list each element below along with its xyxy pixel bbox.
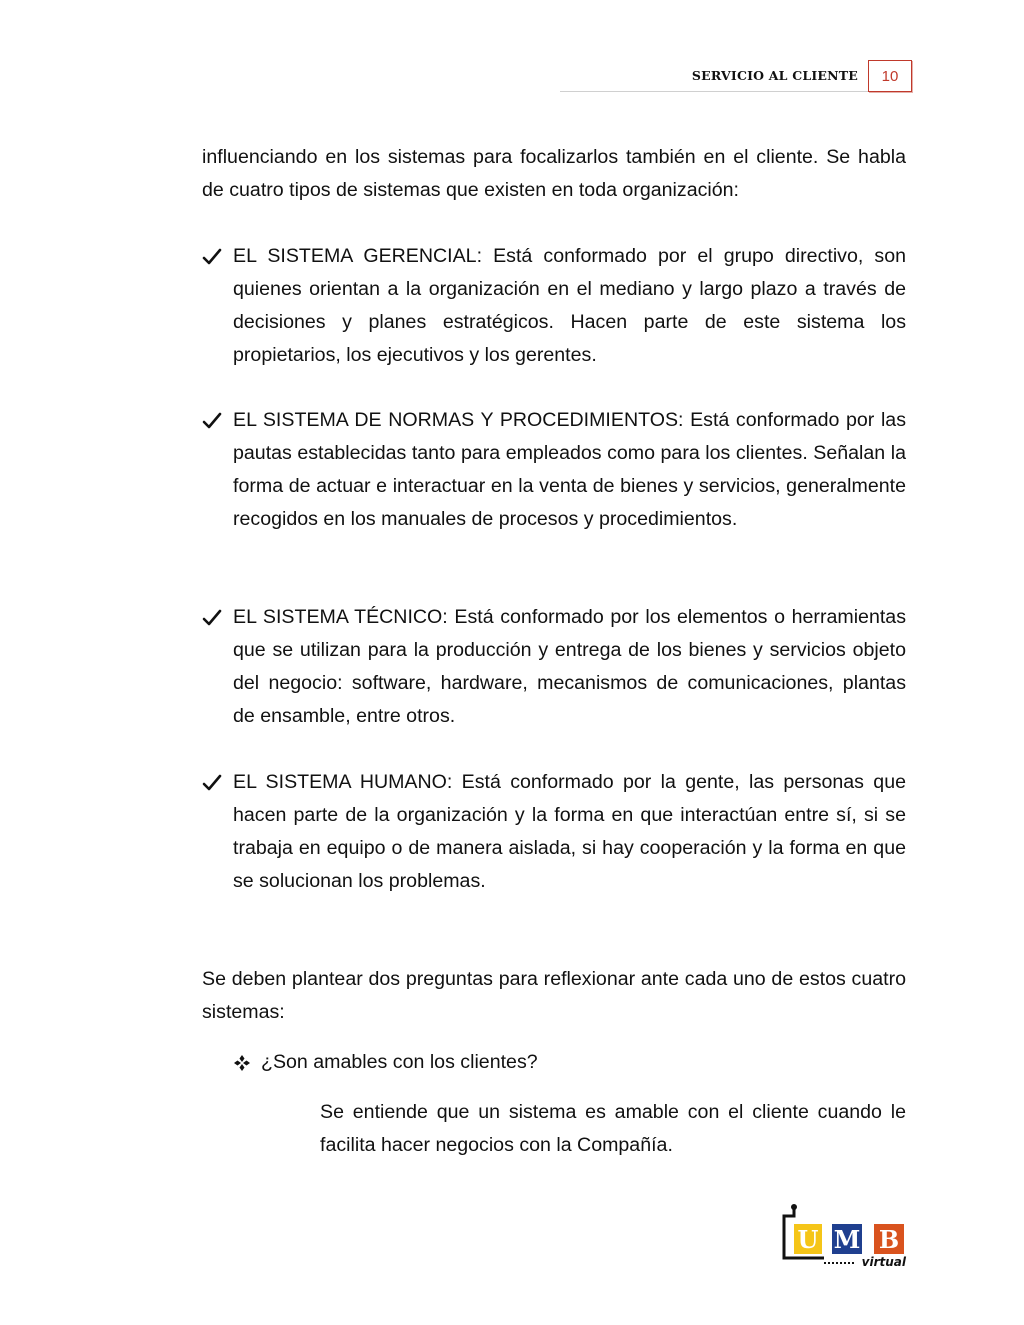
- question-item: [233, 1046, 833, 1079]
- system-text: EL SISTEMA DE NORMAS Y PROCEDIMIENTOS: Está conformado por las pautas establecidas tanto para empleados como para los clientes. Señalan la forma de actuar e interactuar en la venta de bienes y servicios, generalmente recogidos en los manuales de procesos y procedimientos.: [233, 409, 906, 530]
- questions-intro-paragraph: Se deben plantear dos preguntas para reflexionar ante cada uno de estos cuatro sistemas:: [202, 968, 906, 1023]
- system-item-tecnico: [202, 601, 906, 733]
- checkmark-icon: [202, 240, 226, 273]
- logo-letter-m: M: [833, 1225, 861, 1254]
- diamond-bullet-icon: [233, 1046, 255, 1079]
- page-number: 10: [881, 67, 899, 85]
- question-text: ¿Son amables con los clientes?: [261, 1051, 538, 1073]
- intro-paragraph: influenciando en los sistemas para focalizarlos también en el cliente. Se habla de cuatro tipos de sistemas que existen en toda organización:: [202, 146, 906, 201]
- checkmark-icon: [202, 766, 226, 799]
- system-text: EL SISTEMA HUMANO: Está conformado por la gente, las personas que hacen parte de la organización y la forma en que interactúan entre sí, si se trabaja en equipo o de manera aislada, si hay cooperación y la forma en que se solucionan los problemas.: [233, 771, 906, 892]
- system-item-gerencial: [202, 240, 906, 372]
- system-item-normas: [202, 404, 906, 536]
- page-number-box: [868, 60, 912, 92]
- system-item-humano: [202, 766, 906, 898]
- logo-letter-u: U: [797, 1225, 819, 1254]
- system-text: EL SISTEMA TÉCNICO: Está conformado por los elementos o herramientas que se utilizan para la producción y entrega de los bienes y servicios objeto del negocio: software, hardware, mecanismos de comunicaciones, plantas de ensamble, entre otros.: [233, 606, 906, 727]
- answer-paragraph: Se entiende que un sistema es amable con el cliente cuando le facilita hacer negocios con la Compañía.: [320, 1101, 906, 1156]
- checkmark-icon: [202, 601, 226, 634]
- umb-virtual-logo: [780, 1202, 910, 1272]
- logo-letter-b: B: [878, 1225, 900, 1254]
- checkmark-icon: [202, 404, 226, 437]
- header-divider: [560, 91, 868, 92]
- system-text: EL SISTEMA GERENCIAL: Está conformado por el grupo directivo, son quienes orientan a la organización en el mediano y largo plazo a través de decisiones y planes estratégicos. Hacen parte de este sistema los propietarios, los ejecutivos y los gerentes.: [233, 245, 906, 366]
- logo-subtitle: virtual: [861, 1255, 906, 1269]
- header-title: SERVICIO AL CLIENTE: [691, 68, 858, 83]
